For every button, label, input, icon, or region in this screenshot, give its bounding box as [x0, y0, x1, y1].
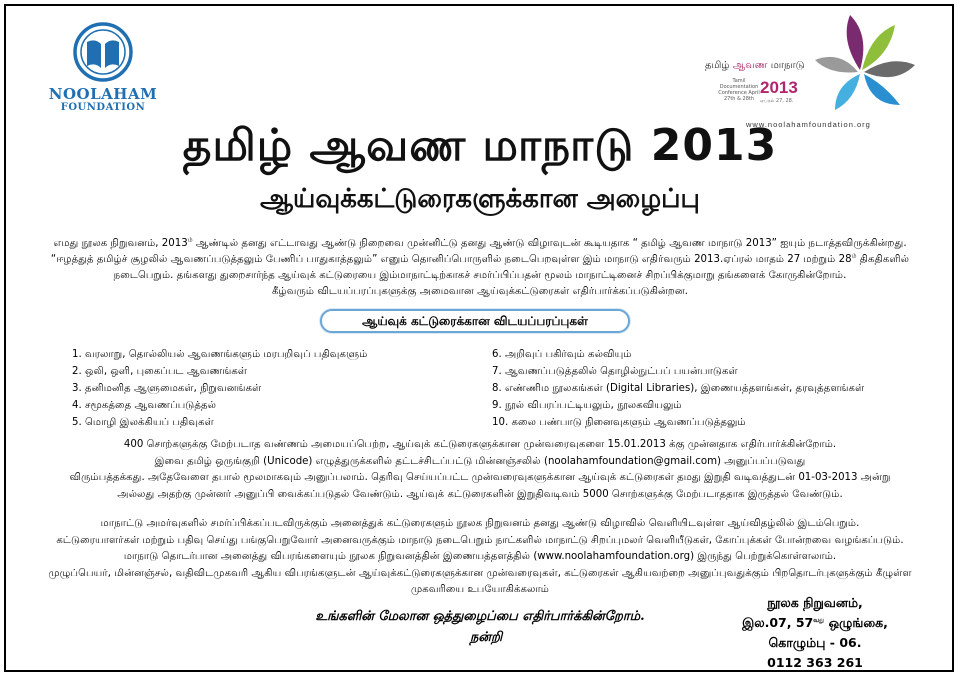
conference-year: 2013: [760, 78, 798, 97]
address-line-2b: ஒழுங்கை,: [824, 615, 888, 630]
list-item: 8. எண்ணிம நூலகங்கள் (Digital Libraries), இணையத்தளங்கள், தரவுத்தளங்கள்: [492, 383, 865, 394]
intro-line-2b: திகதிகளில்: [856, 254, 910, 265]
contact-address: [710, 593, 920, 673]
list-item: 3. தனிமனித ஆளுமைகள், நிறுவனங்கள்: [72, 383, 262, 394]
intro-line-3: நடைபெறும். தங்களது துறைசார்ந்த ஆய்வுக் கட்டுரையை இம்மாநாட்டிற்காகச் சமர்ப்பிப்பதன் மூலம் மாநாட்டினைச் சிறப்பிக்குமாறு தங்களைக் கோருகின்றோம்.: [113, 270, 847, 281]
intro-line-1b: ஆண்டில் தனது எட்டாவது ஆண்டு நிறைவை முன்னிட்டு தனது ஆண்டு விழாவுடன் கூடியதாக “ தமிழ் ஆவண மாநாடு 2013” ஐயும் நடாத்தவிருக்கின்றது.: [192, 238, 907, 249]
list-item: 2. ஒலி, ஒளி, புகைப்பட ஆவணங்கள்: [72, 366, 248, 377]
intro-line-2-sup: ம்: [851, 252, 857, 260]
conference-english-title: Tamil Documentation Conference April 27th & 28th: [718, 78, 760, 102]
conference-logo: [700, 10, 920, 129]
address-line-2a: இல.07, 57: [742, 615, 814, 630]
intro-line-1a: எமது நூலக நிறுவனம், 2013: [53, 238, 188, 249]
conference-dates-tamil: ஏப்ரல் 27, 28.: [760, 98, 794, 104]
intro-line-4: கீழ்வரும் விடயப்பரப்புகளுக்கு அமைவான ஆய்வுக்கட்டுரைகள் எதிர்பார்க்கப்படுகின்றன.: [272, 286, 688, 297]
logo-subtitle: FOUNDATION: [60, 102, 146, 113]
topics-list-left: [72, 346, 472, 431]
page-title: தமிழ் ஆவண மாநாடு 2013: [182, 120, 778, 171]
topics-list-right: [492, 346, 922, 431]
list-item: 4. சமூகத்தை ஆவணப்படுத்தல்: [72, 400, 217, 411]
noolaham-logo: [48, 22, 158, 114]
info-line: முகவரியை உபயோகிக்கலாம்: [411, 584, 549, 595]
intro-paragraph: [40, 236, 920, 300]
info-paragraph: [30, 516, 930, 599]
list-item: 10. கலை பண்பாடு நினைவுகளும் ஆவணப்படுத்தலும்: [492, 417, 746, 428]
submission-line: 400 சொற்களுக்கு மேற்படாத வண்ணம் அமையப்பெற்ற, ஆய்வுக் கட்டுரைகளுக்கான முன்வரைவுகளை 15.01.2013 க்கு முன்னதாக எதிர்பார்க்கின்றோம்.: [123, 439, 837, 450]
conf-title-word-2: ஆவண: [732, 60, 768, 71]
list-item: 5. மொழி இலக்கியப் பதிவுகள்: [72, 417, 214, 428]
submission-line: அல்லது அதற்கு முன்னர் அனுப்பி வைக்கப்படுதல் வேண்டும். ஆய்வுக் கட்டுரைகளின் இறுதிவடிவம் 5000 சொற்களுக்கு மேற்படாததாக இருத்தல் வேண்டும்.: [117, 488, 843, 500]
conf-title-word-3: மாநாடு: [770, 60, 805, 71]
address-phone: 0112 363 261: [767, 655, 863, 670]
intro-line-2a: “ஈழத்துத் தமிழ்ச் சூழலில் ஆவணப்படுத்தலும் பேணிப் பாதுகாத்தலும்” எனும் தொனிப்பொருளில் நடைபெறவுள்ள இம் மாநாடு எதிர்வரும் 2013.ஏப்ரல் மாதம் 27 மற்றும் 28: [50, 254, 852, 265]
flower-petals-icon: [810, 10, 920, 120]
info-line: மாநாடு தொடர்பான அனைத்து விபரங்களையும் நூலக நிறுவனத்தின் இணையத்தளத்தில் (www.noolahamfoundation.org) இருந்து பெற்றுக்கொள்ளலாம்.: [123, 551, 837, 562]
info-line: முழுப்பெயர், மின்னஞ்சல், வதிவிடமுகவரி ஆகிய விபரங்களுடன் ஆய்வுக்கட்டுரைகளுக்கான முன்வரைவுகள், கட்டுரைகள் ஆகியவற்றை அனுப்புவதுக்கும் பிறதொடர்புகளுக்கும் கீழுள்ள: [48, 567, 912, 579]
conference-tamil-title: [705, 60, 805, 72]
intro-line-1-sup: ம்: [187, 236, 193, 244]
thanks-note: உங்களின் மேலான ஒத்துழைப்பை எதிர்பார்க்கின்றோம்.: [315, 609, 645, 624]
conf-title-word-1: தமிழ்: [705, 60, 730, 71]
submission-line: இவை தமிழ் ஒருங்குறி (Unicode) எழுத்துருக்களில் தட்டச்சிடப்பட்டு மின்னஞ்சலில் (noolahamfoundation@gmail.com) அனுப்பப்படுவது: [154, 455, 806, 467]
list-item: 6. அறிவுப் பகிர்வும் கல்வியும்: [492, 349, 632, 360]
info-line: மாநாட்டு அமர்வுகளில் சமர்ப்பிக்கப்படவிருக்கும் அனைத்துக் கட்டுரைகளும் நூலக நிறுவனம் தனது ஆண்டு விழாவில் வெளியிடவுள்ள ஆய்விதழ்லில் இடம்பெறும்.: [100, 518, 860, 529]
book-emblem-icon: [67, 22, 139, 84]
logo-name: NOOLAHAM: [48, 85, 158, 103]
address-line-2-sup: வது: [813, 616, 825, 624]
nandri-signoff: நன்றி: [470, 630, 503, 645]
list-item: 7. ஆவணப்படுத்தலில் தொழில்நுட்பப் பயன்பாடுகள்: [492, 366, 738, 377]
list-item: 9. நூல் விபரப்பட்டியலும், நூலகவியலும்: [492, 400, 682, 411]
submission-line: விரும்பத்தக்கது. அதேவேளை தபால் மூலமாகவும் அனுப்பலாம். தெரிவு செய்யப்பட்ட முன்வரைவுகளுக்கான ஆய்வுக் கட்டுரைகள் தமது இறுதி வடிவத்துடன் 01-03-2013 அன்று: [69, 472, 891, 483]
submission-paragraph: [30, 437, 930, 503]
info-line: கட்டுரையாளர்கள் மற்றும் பதிவு செய்து பங்குபெறுவோர் அனைவருக்கும் மாநாடு நடைபெறும் நாட்களில் மாநாட்டு சிறப்புமலர் வெளியீடுகள், கோப்புக்கள் போன்றவை வழங்கப்படும்.: [56, 534, 904, 546]
address-line-1: நூலக நிறுவனம்,: [767, 595, 863, 610]
topics-heading: ஆய்வுக் கட்டுரைக்கான விடயப்பரப்புகள்: [320, 309, 630, 333]
list-item: 1. வரலாறு, தொல்லியல் ஆவணங்களும் மரபறிவுப் பதிவுகளும்: [72, 349, 368, 360]
conference-url: www.noolahamfoundation.org: [746, 120, 871, 129]
page-subtitle: ஆய்வுக்கட்டுரைகளுக்கான அழைப்பு: [260, 184, 700, 214]
address-line-3: கொழும்பு - 06.: [768, 635, 862, 650]
